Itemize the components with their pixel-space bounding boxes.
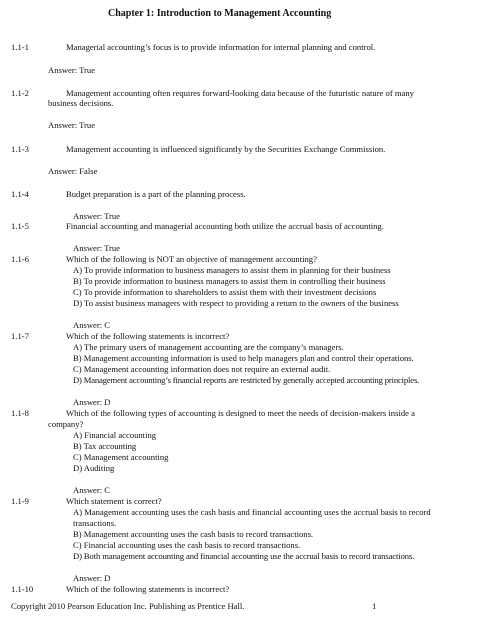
question-text: Managerial accounting’s focus is to provide information for internal planning and control. (66, 42, 376, 52)
question-text: Which of the following is NOT an objective of management accounting? (66, 254, 317, 264)
question-number: 1.1-1 (11, 42, 29, 52)
question-number: 1.1-4 (11, 189, 29, 199)
question-number: 1.1-5 (11, 221, 29, 231)
option-b: B) To provide information to business managers to assist them in controlling their business (73, 276, 386, 286)
question-text: Financial accounting and managerial accounting both utilize the accrual basis of accounting. (66, 221, 384, 231)
option-a-continued: transactions. (73, 518, 117, 528)
page-number: 1 (372, 601, 377, 611)
answer: Answer: False (48, 166, 98, 176)
question-text-continued: business decisions. (48, 98, 114, 108)
answer: Answer: True (48, 120, 96, 130)
question-number: 1.1-3 (11, 144, 29, 154)
answer: Answer: C (73, 320, 110, 330)
option-d: D) Both management accounting and financial accounting use the accrual basis to record transactions. (73, 551, 415, 561)
answer: Answer: True (73, 243, 121, 253)
option-b: B) Management accounting uses the cash basis to record transactions. (73, 529, 314, 539)
option-d: D) To assist business managers with respect to providing a return to the owners of the business (73, 298, 399, 308)
question-text: Management accounting is influenced significantly by the Securities Exchange Commission. (66, 144, 386, 154)
question-text-continued: company? (48, 419, 84, 429)
option-c: C) Financial accounting uses the cash basis to record transactions. (73, 540, 301, 550)
option-d: D) Auditing (73, 463, 115, 473)
answer: Answer: True (73, 211, 121, 221)
question-number: 1.1-8 (11, 408, 29, 418)
question-number: 1.1-7 (11, 331, 29, 341)
question-text: Which of the following types of accounting is designed to meet the needs of decision-makers inside a (66, 408, 415, 418)
question-text: Budget preparation is a part of the planning process. (66, 189, 246, 199)
option-c: C) Management accounting information does not require an external audit. (73, 364, 331, 374)
option-a: A) Financial accounting (73, 430, 157, 440)
page-title: Chapter 1: Introduction to Management Accounting (108, 8, 332, 19)
answer: Answer: C (73, 485, 110, 495)
option-a: A) To provide information to business managers to assist them in planning for their business (73, 265, 391, 275)
option-c: C) Management accounting (73, 452, 169, 462)
option-a: A) The primary users of management accounting are the company’s managers. (73, 342, 344, 352)
question-text: Which statement is correct? (66, 496, 162, 506)
question-text: Management accounting often requires forward-looking data because of the futuristic nature of many (66, 88, 414, 98)
question-number: 1.1-9 (11, 496, 29, 506)
answer: Answer: True (48, 65, 96, 75)
footer-copyright: Copyright 2010 Pearson Education Inc. Publishing as Prentice Hall. (11, 601, 245, 611)
question-text: Which of the following statements is incorrect? (66, 584, 230, 594)
option-d: D) Management accounting’s financial reports are restricted by generally accepted accounting principles. (73, 375, 420, 385)
answer: Answer: D (73, 573, 111, 583)
option-b: B) Management accounting information is used to help managers plan and control their operations. (73, 353, 414, 363)
answer: Answer: D (73, 397, 111, 407)
question-number: 1.1-6 (11, 254, 29, 264)
question-number: 1.1-2 (11, 88, 29, 98)
question-text: Which of the following statements is incorrect? (66, 331, 230, 341)
option-c: C) To provide information to shareholders to assist them with their investment decisions (73, 287, 377, 297)
question-number: 1.1-10 (11, 584, 34, 594)
option-b: B) Tax accounting (73, 441, 137, 451)
option-a: A) Management accounting uses the cash basis and financial accounting uses the accrual basis to record (73, 507, 431, 517)
